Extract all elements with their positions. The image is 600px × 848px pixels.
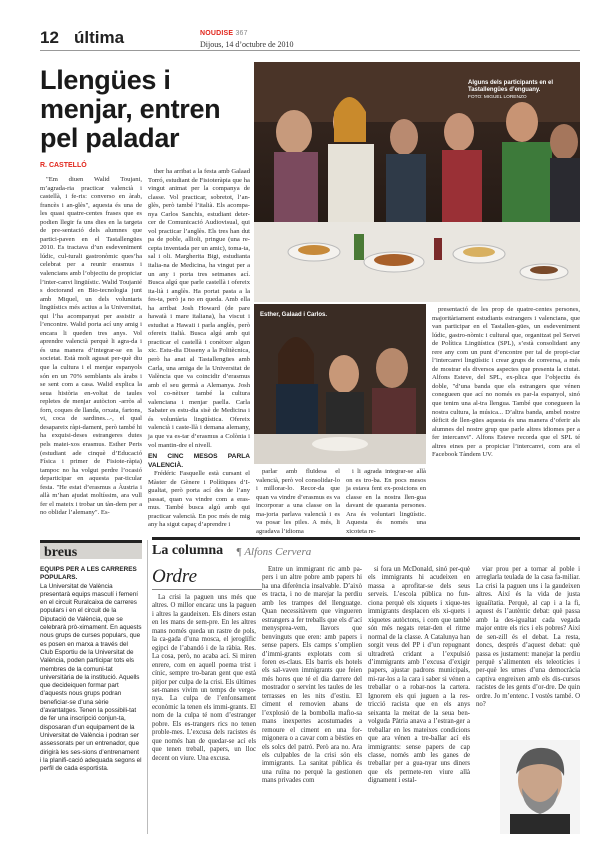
article-col4-text: i li agrada integrar-se allà on es tro-ba. En pocs mesos ja estava fent ex-posicions en classe en la nostra llen-gua davant de quaranta persones. Ara és voluntari lingüístic. Aquesta és només una xicoteta re-: [346, 468, 426, 535]
article-col1-text: "Em diuen Walid Toujani, m’agrada-ria practicar valencià i castellà, i fe-ris: converso en àrab, francès i an-glès", aquesta és una de les quasi quatre-centes frases que es podien llegir fa uns dies en la targeta de pre-sentació dels alumnes que partici-paven en el Tastallengües 2010. Es tractava d’un esdeveniment lúdic, cul-turali gastronòmic ques’ha celebrat per a reunir erasmus i valencians amb l’objectiu de propiciar l’inter-canvi lingüístic. Walid Toujanié s doctorand en Bio-tecnologia junt amb Miquel, un dels voluntaris lingüístics més actius a la Universitat, qui l’ha acompanyat per assistir a l’encontre. Walid porta ací uny amig i encara li queden tres anys. Vol aprendre valencià perquè li agra-da i és una manera d’integrar-se en la societat. Està molt agusat per-què diu que la cultura i el menjar espanyols són en un 70% semblants als àrabs i se sent com a casa. Walid explica la seua història en-voltat de taules repletes de menjar autòcton -arròs al forn, coques de llanda, orxata, fartons, vi, coca de sardines...-, el qual desapareix ràpi-dament, però també hi ha exquisi-deses estrangeres dutes pels matei-xos erasmus. Esther Peris (estudiant ade cinquè d’Educació Física i primer de Fisiote-ràpia) tampoc no ha volgut perdre l’ocasió departicipar en aquesta par-ticular festa. "He estat d’erasmus a Àustria i allà m’han ajudat moltíssim, ara vull fer el mateix i trobar un tàn-dem per a no oblidar l’alemany". Es-: [40, 176, 142, 517]
breus-box: [40, 566, 142, 834]
article-column-2: [148, 168, 250, 528]
main-photo-caption: [468, 80, 578, 101]
column-section: La columna: [152, 543, 224, 558]
author-photo: [500, 740, 580, 834]
secondary-photo: [254, 304, 426, 464]
breus-label: breus: [44, 545, 78, 560]
column-text-4: [476, 566, 580, 734]
article-col5-text: presentació de les prop de quatre-centes persones, majoritàriament estudiants estrangers i valencians, que van participar en el Tastallen-gües, un esdeveniment lúdic, gastro-nòmic i cultural que, organitzat pel Servei de Política Lingüística (SPL), s’està consolidant any rere any com un punt d’encontre per tal de propi-ciar l’intercanvi lingüístic i crear grups de conversa, a més de mostrar els diversos aspectes que presenta la ciutat. Alfons Esteve, del SPL, ex-plica que l’objectiu és doble, "d’una banda que els estrangers que vénen conegueen que ací no només es par-la espanyol, sinó que tenim una al-tra llengua. També que conegueen la nostra cultura, la música... D’altra banda, ambel nostre dèficit de llen-gües aquesta és una manera d’oferir als alumnes del nostre grup que parle altres idiomes per a fer intercanvi". Alfons Esteve recorda que el SPL té altres eines per a propiciar l’intercanvi, com ara el Facebook Tàndem UV.: [432, 306, 580, 459]
brand-issue: 367: [235, 30, 248, 37]
photo-esther-galaad-carlos: [254, 304, 426, 464]
breus-title: EQUIPS PER A LES CARRERES POPULARS.: [40, 566, 137, 582]
column-c1: La crisi la paguen uns més que altres. O millor encara: uns la paguen i altres la gaudeixen. Els diners estan en les mans de sem-pre. En les altres mans només queda un rastre de pols, la ca-gada d’una mosca, el jeroglífic egipci de l’abandó i de la ràbia. Res. La cosa, però, no acaba ací. Si miren enrere, com en aquell poema trist i cínic, sempre tro-baran gent que està pitjor per culpa de la crisi. Els últimes set-manes vivim un temps de vergo-nya. La culpa de l’enfonsament econòmic la tenen els immi-grants. El nom de la culpa té nom d’estranger pobre. Els es-trangers rics no tenen proble-mes. L’excusa dels racistes és que només han de quedar-se ací els que tenen treball, papers, un lloc decent on viure. Una excusa.: [152, 594, 256, 762]
column-title: Ordre: [152, 566, 198, 587]
article-col2b-text: Frédéric Fasquelle està cursant el Màster de Gènere i Polítiques d’I-gualtat, però porta ací des de l’any passat, quan va vindre com a eras-mus. També busca algú amb qui practicar valencià. En poc més de mig any ha sigut capaç d’aprendre i: [148, 470, 250, 529]
column-author: ¶ Alfons Cervera: [236, 546, 312, 558]
column-text-2: [262, 566, 362, 834]
article-col2-text: ther ha arribat a la festa amb Galaad Torró, estudiant de Fisioteràpia que ha vingut animat per la companya de classe. Vol practicar, sobretot, l’an-glès, però també l’italià. Els acompa-nya Carlos Sanchis, estudiant deter-cer de Comunicació Audiovisual, qui vol practicar l’anglès. Els tres han dut pa de poble, allioli, pringue (una re-cepta inventada per un amic), toma-ta, sal i oli. Margherita Bigi, estudianta italia-na de Medicina, ha vingut per a un any i porta tres setmanes ací. Busca algú que parle castellà i ofereix ita-lià i anglès. Ha portat pasta a la fes-ta, però ja no en queda. Amb ella ha arribat Josh Howard (de pare hawaià i mare italiana), ha viscut i estudiat a Hawaii i parla anglès, però ofereix italià. Busca algú amb qui practicar el castellà i conèixer algun xic. Estu-dia Disseny a la Politècnica, però ha anat al Tastallengües amb Carla, una amiga de la Universitat de València que va coincidir d’erasmus amb el seu germà a Alemanya. Josh vol co-nèixer també la cultura valenciana i menjar paella. Carla Sabater es estu-dia sisè de Medicina i és voluntària lingüística. Ofereix valencià i caste-llà i demana alemany, ja que va es-tar d’erasmus a Colònia i vol mantin-dre el nivell.: [148, 168, 250, 449]
article-headline: Llengües i menjar, entren pel paladar: [40, 65, 221, 153]
author-portrait: [500, 740, 580, 834]
column-text-3: [368, 566, 470, 834]
article-column-1: [40, 176, 142, 517]
article-column-3: [256, 468, 340, 535]
column-c2: Entre un immigrant ric amb pa-pers i un altre pobre amb papers hi ha una diferència insalvable. D’això es tracta, i no de marejar la perdiu amb les trampes del llenguatge. Quan necessitàvem que vingueren estrangers a fer treballs que els d’ací menysprea-vem, llavors que benvinguts que eren: amb papers i sense papers. Els camps s’omplien d’immi-grants explotats com si foren es-claus. Els barris els hotels els sal-vaven immigrants que feien més hores que té el dia darrere del mostrador o servint les taules de les terrasses en les nits d’estiu. El ciment el removien abans de l’explosió de la bombolla mafio-sa mans inexpertes acostumades a remoure el ciment en una for-migonera o a cavar com a bèsties en els solcs del patró. Però ara no. Ara els culpables de la crisi són els immigrants. La sanitat pública és una ruïna no perquè la gestionen mans privades com: [262, 566, 362, 785]
article-col3-text: parlar amb fluïdesa el valencià, però vol consolidar-lo i millorar-lo. Recor-da que quan va vindre d’erasmus es va incorporar a una classe on la ma-joria parlava valencià i es va posar les piles. A més, li agradava l’idioma: [256, 468, 340, 535]
secondary-photo-caption: Esther, Galaad i Carlos.: [260, 312, 328, 318]
breus-header: [40, 540, 142, 559]
section-title: última: [74, 28, 125, 47]
caption-text: Alguns dels participants en el Tastallengües d’enguany.: [468, 80, 554, 93]
brand-name: NOUDISE: [200, 30, 234, 37]
column-text-1: [152, 594, 256, 834]
article-column-5: [432, 306, 580, 528]
article-byline: R. CASTELLÓ: [40, 162, 87, 169]
header-rule: [40, 50, 580, 51]
page-number: 12: [40, 28, 59, 47]
photo-credit: FOTO: MIGUEL LORENZO: [468, 95, 527, 100]
page-header: [40, 28, 580, 50]
column-author-name: Alfons Cervera: [244, 546, 312, 558]
article-column-4: [346, 468, 426, 535]
issue-date: Dijous, 14 d’octubre de 2010: [200, 40, 294, 49]
column-header: [152, 537, 580, 558]
article-subhead: EN CINC MESOS PARLA VALENCIÀ.: [148, 453, 250, 470]
column-c4: viar prou per a tornar al poble i arreglarla teulada de la casa fa-miliar. La crisi la paguen uns i la gaudeixen altres. Així és la vida de justa iguaiïtatia. Perquè, al cap i a la fi, aquest és l’autèntic debat: què passa amb la des-igualtat cada vegada major entre els rics i els pobres? Així de sen-zill és el debat. La resta, doncs, després d’aquest debat: què passa es justament: manejar la perdiu perquè s’alimenten els teleotícies i per-què les urnes d’una democràcia captiva engreixen amb els dis-cursos racistes de les gents d’or-dre. De quin ordre. Jo m’entenc. I vostès també. O no?: [476, 566, 580, 709]
breus-text: La Universitat de València presentarà equips masculí i femení en el circuit Ruralcaixa de carreres populars i en el circuit de la Diputació de València, que se celebrarà prò-ximament. En aquests nous grups de curses populars, que es posen en marxa a través del Club Esportiu de la Universitat de València, poden participar tots els membres de la comuni-tat universitària de la institució. Aquells que decideiquen formar part d’aquests nous grups podran beneficiar-se d’una sèrie d’avantatges. Tenen la possibili-tat de fer una inscripció conjun-ta, disposaran d’un equipament de la Universitat de València i podran ser assessorats per un entrenador, que dirigirà les ses-sions d’entrenament i la planifi-cació adequada segons el perfil de cada esportista.: [40, 582, 142, 773]
column-c3: si fora un McDonald, sinó per-què els immigrants hi acudeixen en massa a aprofitar-se dels seus serveis. L’escola pública no fun-ciona perquè els xiquets i xique-tes immigrants desplacen els xi-quets i xiquetes autòctons, i com que també són més negats retar-den el ritme normal de la classe. A Catalunya han sorgit veus del PP i d’un repugnant ultradretà cridant a l’expulsió d’immigrants amb l’excusa d’exigir papers, ajustar padrons municipals, mi-rar-los a la cara i saber si vénen a treballar o a robar-nos la cartera. Ignorem els qui juguen a la res-tricció racista que en els anys seixanta la meitat de la seua ben-volguda Pàtria anava a l’estran-ger a treballar en les mateixes condicions que ara vénen a tre-ballar ací els immigrants: sense papers de cap classe, només amb les ganes de treballar per a gua-nyar uns diners que els permete-ren viure allà dignament i estal-: [368, 566, 470, 785]
breus-divider: [147, 540, 148, 834]
brand-logo: [200, 30, 248, 37]
column-title-rule: [152, 589, 262, 590]
